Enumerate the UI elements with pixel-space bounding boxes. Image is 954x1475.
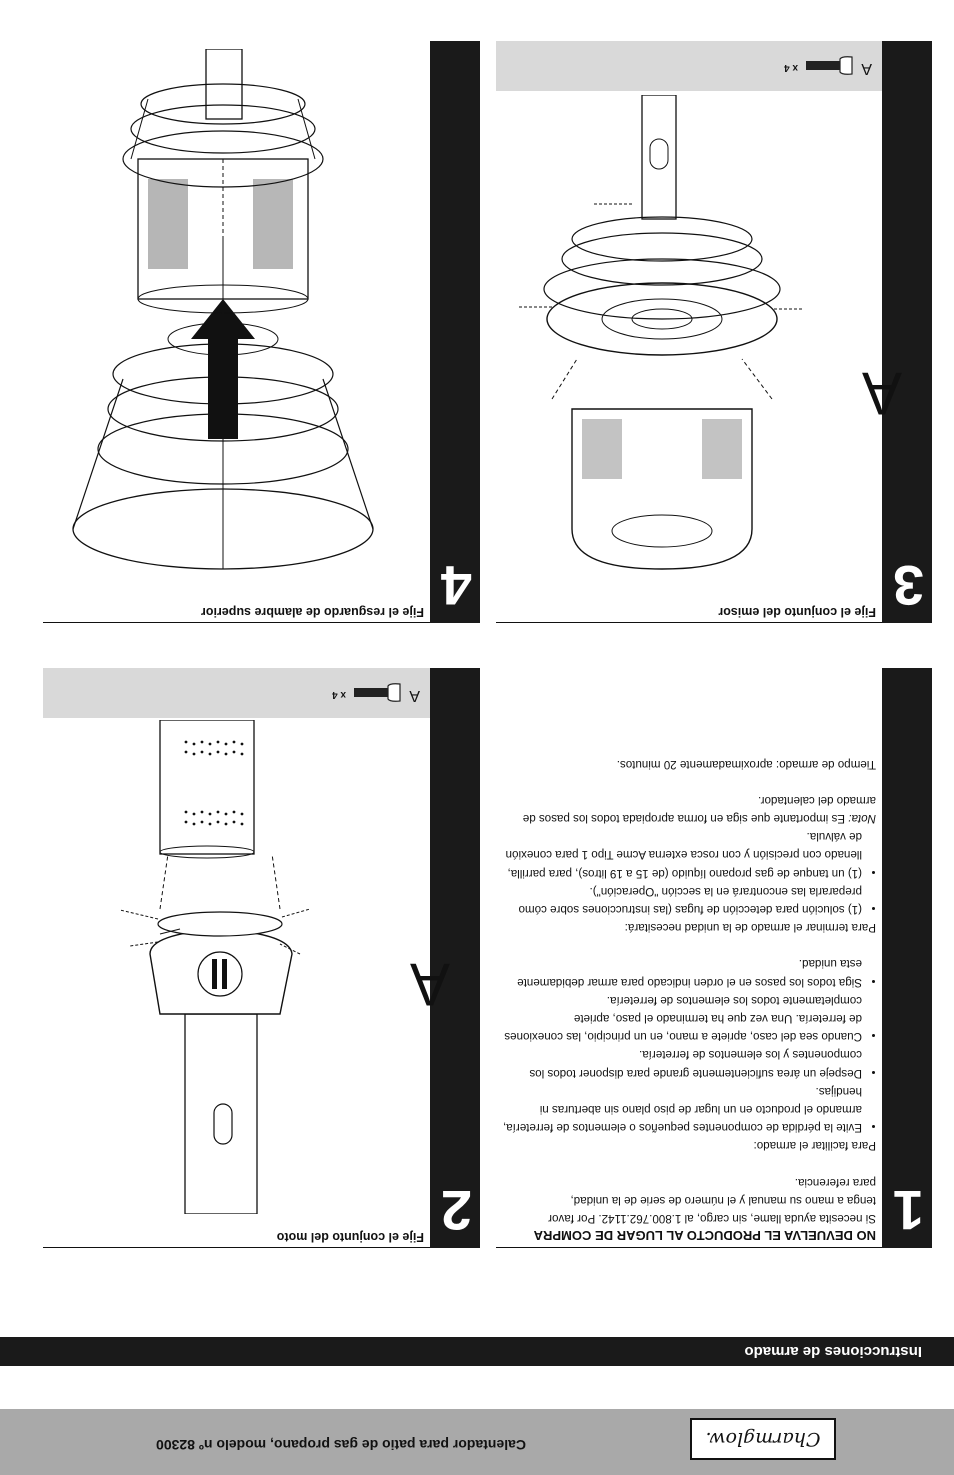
motor-assembly-illustration [50,720,420,1214]
section-header [0,1337,954,1366]
step-1-number: 1 [892,1179,924,1242]
step-2-panel [43,668,480,1248]
step-3-number: 3 [892,554,924,617]
facilitate-label: Para facilitar el armado: [753,1139,876,1153]
needs-list [498,827,876,918]
screw-icon [352,683,402,703]
list-item: • Despeje un área suficientemente grande para disponer todos los componentes y los elementos de ferretería. [498,1045,862,1081]
note-label: Nota: [848,811,876,825]
hardware-bar [43,668,430,718]
callout-letter: A [861,360,902,427]
step-4-title: Fije el resguardo de alambre superior [201,605,424,619]
step-2-number: 2 [440,1179,472,1242]
panel-divider [43,622,480,623]
intro-line-3: para referencia. [794,1175,876,1189]
part-qty: x 4 [332,689,346,700]
panel-divider [43,1247,480,1248]
step-3-title: Fije el conjunto del emisor [718,605,876,619]
footer-bar [0,1409,954,1475]
part-qty: x 4 [784,62,798,73]
step-4-panel [43,41,480,623]
step-4-number: 4 [440,554,472,617]
list-item: • Siga todos los pasos en el orden indicado para armar debidamente esta unidad. [498,954,862,990]
section-title: Instrucciones de armado [744,1343,922,1360]
step-3-tab [882,41,932,623]
list-item: • Cuando sea del caso, apriete a mano, en un principio, las conexiones de ferretería. Una vez que ha terminado el paso, apriete completamente todos los elementos de ferretería. [498,991,862,1046]
list-item: • Evite la pérdida de componentes pequeños o elementos de ferretería, armando el producto en un lugar de piso plano sin aberturas ni hendijas. [498,1082,862,1137]
part-letter: A [861,60,872,77]
step-2-title: Fije el conjunto del moto [276,1230,424,1244]
wire-guard-illustration [43,49,418,589]
part-letter: A [409,687,420,704]
facilitate-list [498,954,876,1136]
screw-icon [804,56,854,76]
step-1-text [498,754,876,1244]
assembly-time: Tiempo de armado: aproximadamente 20 minutos. [616,757,876,771]
step-1-heading: NO DEVUELVA EL PRODUCTO AL LUGAR DE COMPRA [533,1228,876,1243]
list-item: • (1) solución para detección de fugas (las instrucciones sobre cómo prepararla las encontrará en la sección "Operación"). [498,882,862,918]
list-item: • (1) un tanque de gas propano líquido (de 15 a 19 litros), para parrilla, llenado con precisión y con rosca externa Acme Tipo 1 para conexión de válvula. [498,827,862,882]
note-text: Es importante que siga en forma apropiada todos los pasos de armado del calentador. [522,793,876,825]
brand-logo [690,1418,836,1460]
panel-divider [496,622,932,623]
brand-logo-text: Charmglow. [705,1428,821,1450]
step-3-panel [496,41,932,623]
step-1-panel [496,668,932,1248]
emitter-assembly-illustration [502,95,872,589]
step-4-tab [430,41,480,623]
footer-title: Calentador para patio de gas propano, modelo nº 82300 [156,1437,526,1453]
note [498,791,876,827]
hardware-bar [496,41,882,91]
intro-line-1: Si necesita ayuda llame, sin cargo, al 1.800.762.1142. Por favor [548,1212,876,1225]
intro-line-2: tenga a mano su manual y el número de serie de la unidad, [570,1193,876,1207]
step-1-tab [882,668,932,1248]
panel-divider [496,1247,932,1248]
needs-label: Para terminar el armado de la unidad necesitará: [624,921,876,935]
callout-letter: A [409,951,450,1018]
